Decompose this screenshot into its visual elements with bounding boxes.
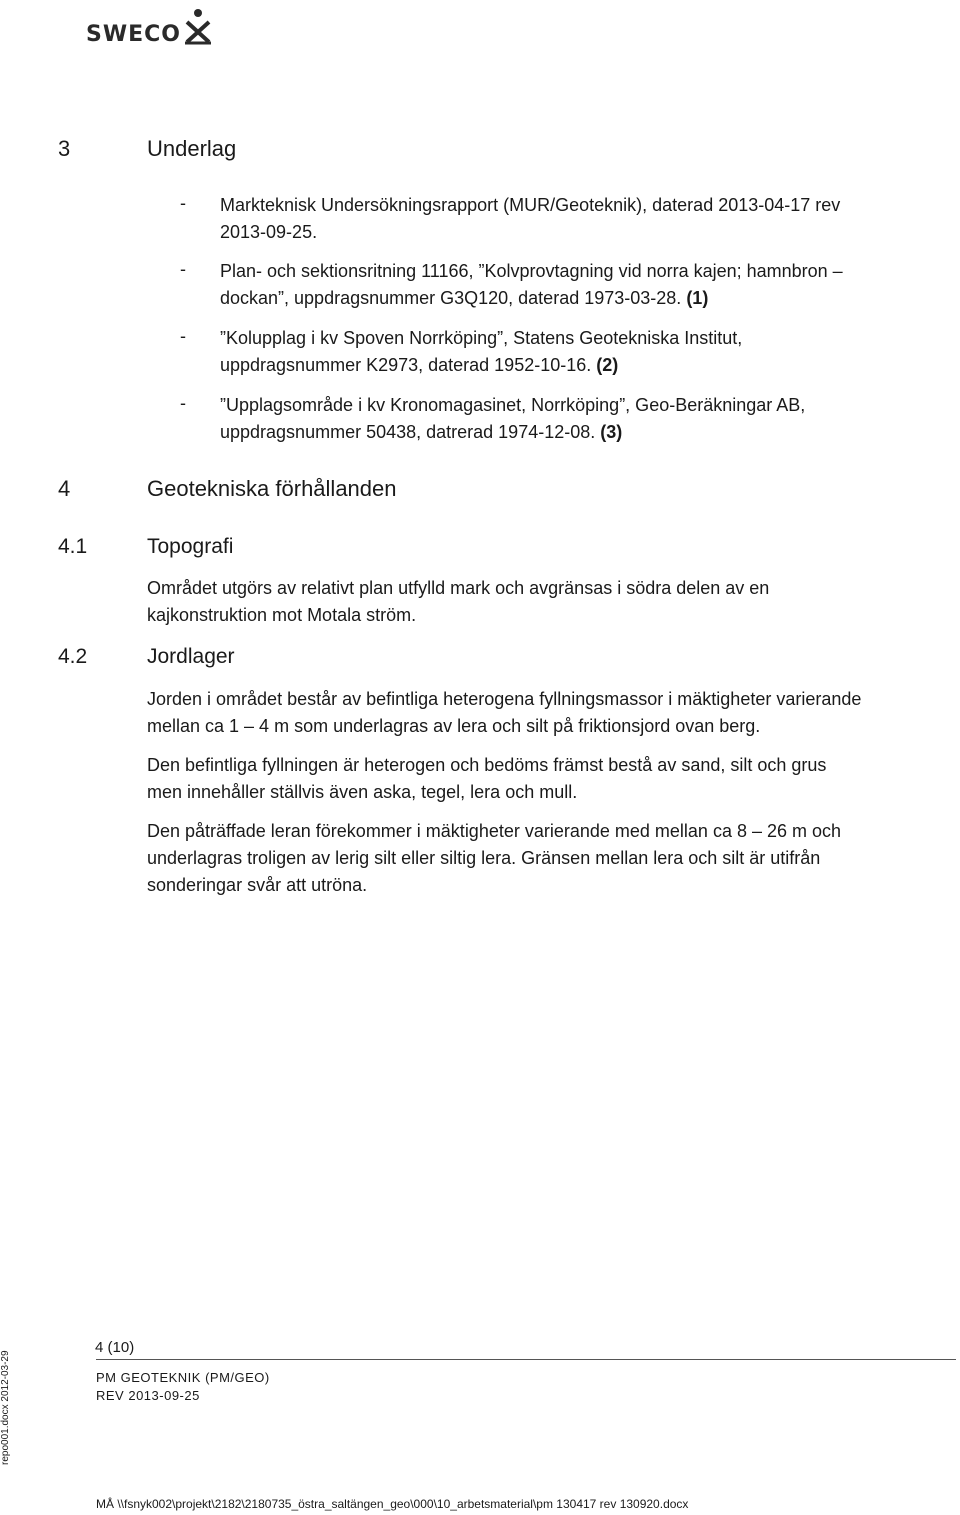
paragraph-line: Den befintliga fyllningen är heterogen och bedöms främst bestå av sand, silt och grus — [147, 755, 827, 775]
sweco-star-icon — [183, 8, 213, 46]
list-dash: - — [180, 393, 186, 413]
section-number: 4 — [58, 476, 71, 501]
jordlager-paragraph — [147, 818, 959, 899]
jordlager-paragraph — [147, 686, 959, 740]
section-title: Underlag — [147, 136, 237, 161]
section-title: Geotekniska förhållanden — [147, 476, 397, 501]
list-item — [220, 192, 940, 246]
paragraph-line: Området utgörs av relativt plan utfylld mark och avgränsas i södra delen av en — [147, 578, 770, 598]
revision-date: REV 2013-09-25 — [96, 1388, 200, 1403]
paragraph-line: kajkonstruktion mot Motala ström. — [147, 605, 417, 625]
list-item-line: dockan”, uppdragsnummer G3Q120, daterad 1973-03-28. — [220, 288, 682, 308]
jordlager-paragraph — [147, 752, 959, 806]
paragraph-line: underlagras troligen av lerig silt eller siltig lera. Gränsen mellan lera och silt är utifrån — [147, 848, 821, 868]
list-item-line: uppdragsnummer K2973, daterad 1952-10-16. — [220, 355, 592, 375]
reference-number: (1) — [686, 288, 709, 308]
paragraph-line: Den påträffade leran förekommer i mäktigheter varierande med mellan ca 8 – 26 m och — [147, 821, 842, 841]
sweco-logo — [86, 6, 213, 46]
list-item — [220, 325, 940, 379]
list-item-line: ”Upplagsområde i kv Kronomagasinet, Norrköping”, Geo-Beräkningar AB, — [220, 395, 806, 415]
subsection-title: Jordlager — [147, 645, 235, 668]
paragraph-line: men innehåller ställvis även aska, tegel, lera och mull. — [147, 782, 578, 802]
list-dash: - — [180, 259, 186, 279]
page-number: 4 (10) — [95, 1339, 135, 1356]
list-item-line: uppdragsnummer 50438, datrerad 1974-12-08. — [220, 422, 596, 442]
list-item-line: ”Kolupplag i kv Spoven Norrköping”, Statens Geotekniska Institut, — [220, 328, 743, 348]
section-number: 3 — [58, 136, 71, 161]
reference-number: (2) — [596, 355, 619, 375]
topografi-paragraph — [147, 575, 959, 629]
subsection-title: Topografi — [147, 535, 234, 558]
file-path: MÅ \\fsnyk002\projekt\2182\2180735_östra_saltängen_geo\000\10_arbetsmaterial\pm 130417 rev 130920.docx — [96, 1497, 689, 1511]
subsection-number: 4.1 — [58, 535, 88, 558]
list-item-line: Plan- och sektionsritning 11166, ”Kolvprovtagning vid norra kajen; hamnbron – — [220, 261, 843, 281]
paragraph-line: mellan ca 1 – 4 m som underlagras av lera och silt på friktionsjord ovan berg. — [147, 716, 761, 736]
document-title: PM GEOTEKNIK (PM/GEO) — [96, 1370, 270, 1385]
subsection-number: 4.2 — [58, 645, 88, 668]
footer-divider — [96, 1359, 956, 1360]
brand-name: SWECO — [86, 22, 181, 47]
list-item-line: Markteknisk Undersökningsrapport (MUR/Geoteknik), daterad 2013-04-17 rev — [220, 195, 841, 215]
reference-number: (3) — [600, 422, 623, 442]
list-item — [220, 392, 940, 446]
template-id: repo001.docx 2012-03-29 — [0, 1350, 11, 1465]
paragraph-line: sonderingar svår att utröna. — [147, 875, 368, 895]
list-item — [220, 258, 940, 312]
list-dash: - — [180, 326, 186, 346]
paragraph-line: Jorden i området består av befintliga heterogena fyllningsmassor i mäktigheter varierande — [147, 689, 862, 709]
list-item-line: 2013-09-25. — [220, 222, 318, 242]
list-dash: - — [180, 193, 186, 213]
